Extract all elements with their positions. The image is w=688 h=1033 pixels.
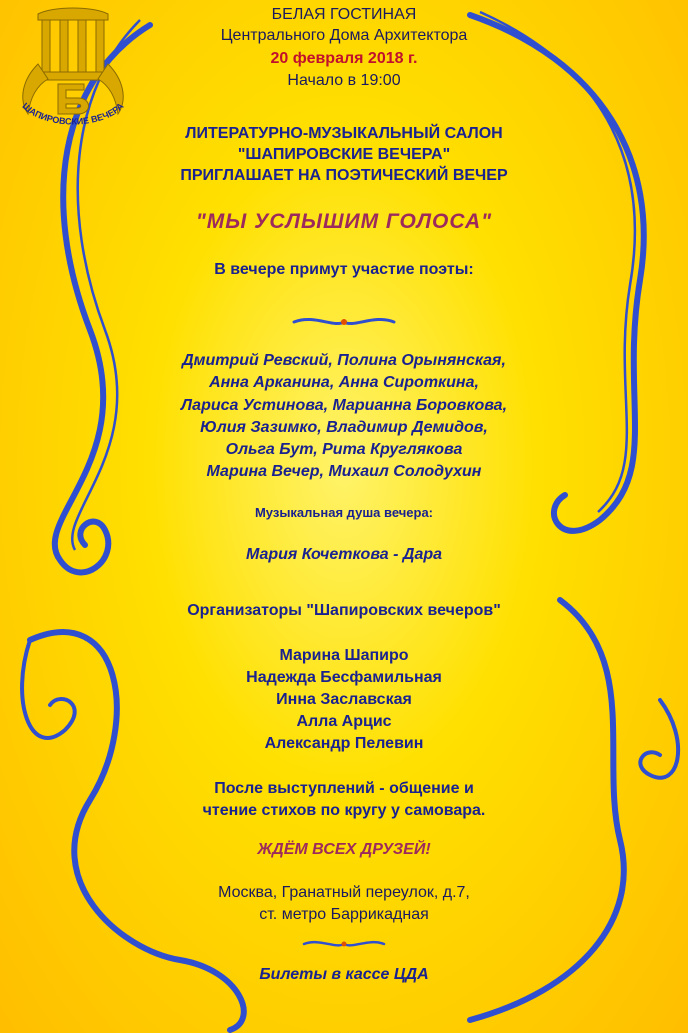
address-line2: ст. метро Баррикадная: [259, 906, 429, 923]
invitation-line1: ЛИТЕРАТУРНО-МУЗЫКАЛЬНЫЙ САЛОН: [185, 125, 503, 142]
poets-line: Дмитрий Ревский, Полина Орынянская,: [182, 352, 506, 369]
music-performer: Мария Кочеткова - Дара: [245, 546, 443, 563]
poets-line: Ольга Бут, Рита Круглякова: [225, 441, 463, 458]
music-heading: Музыкальная душа вечера:: [254, 505, 434, 520]
organizer-name: Марина Шапиро: [279, 647, 409, 664]
poets-line: Марина Вечер, Михаил Солодухин: [206, 463, 482, 480]
poets-heading: В вечере примут участие поэты:: [214, 261, 474, 278]
invitation-line3: ПРИГЛАШАЕТ НА ПОЭТИЧЕСКИЙ ВЕЧЕР: [180, 167, 508, 184]
invitation-line2: "ШАПИРОВСКИЕ ВЕЧЕРА": [237, 146, 451, 163]
organizer-name: Надежда Бесфамильная: [246, 669, 442, 686]
organizer-name: Инна Заславская: [276, 691, 412, 708]
tickets-info: Билеты в кассе ЦДА: [259, 966, 429, 983]
start-time: Начало в 19:00: [287, 72, 401, 89]
after-line1: После выступлений - общение и: [214, 780, 474, 797]
venue-line2: Центрального Дома Архитектора: [220, 27, 468, 44]
welcome-message: ЖДЁМ ВСЕХ ДРУЗЕЙ!: [257, 841, 431, 858]
venue-line1: БЕЛАЯ ГОСТИНАЯ: [271, 6, 417, 23]
poets-line: Юлия Зазимко, Владимир Демидов,: [200, 419, 488, 436]
event-title: "МЫ УСЛЫШИМ ГОЛОСА": [195, 210, 493, 233]
organizer-name: Алла Арцис: [296, 713, 392, 730]
logo-caption: ШАПИРОВСКИЕ ВЕЧЕРА: [20, 100, 126, 127]
address-line1: Москва, Гранатный переулок, д.7,: [218, 884, 470, 901]
poets-line: Анна Арканина, Анна Сироткина,: [209, 374, 479, 391]
poets-line: Лариса Устинова, Марианна Боровкова,: [180, 397, 508, 414]
event-date: 20 февраля 2018 г.: [270, 50, 418, 67]
after-line2: чтение стихов по кругу у самовара.: [202, 802, 486, 819]
organizer-name: Александр Пелевин: [264, 735, 424, 752]
organizers-heading: Организаторы "Шапировских вечеров": [187, 602, 501, 619]
